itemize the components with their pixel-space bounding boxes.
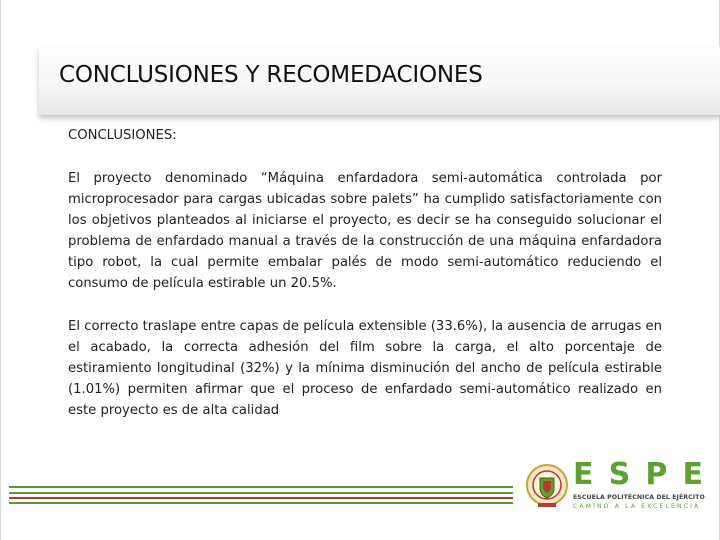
logo-letter: S — [608, 457, 631, 492]
slide-content — [68, 125, 662, 421]
paragraph-1: El proyecto denominado “Máquina enfardadora semi-automática controlada por microprocesador para cargas ubicadas sobre palets” ha cumplido satisfactoriamente con los objetivos planteados al iniciarse el proyecto, es decir se ha conseguido solucionar el problema de enfardado manual a través de la construcción de una máquina enfardadora tipo robot, la cual permite embalar palés de modo semi-automático reduciendo el consumo de película estirable un 20.5%. — [68, 171, 662, 291]
logo-letter: E — [682, 457, 703, 492]
logo-letter: E — [573, 457, 594, 492]
espe-shield-icon — [525, 461, 569, 511]
institution-name: ESCUELA POLITÉCNICA DEL EJÉRCITO — [573, 494, 705, 501]
institution-motto: CAMINO A LA EXCELENCIA — [573, 503, 701, 510]
footer-line-green-2 — [9, 492, 513, 494]
section-heading: CONCLUSIONES: — [68, 128, 177, 143]
logo-letter: P — [645, 457, 668, 492]
footer-line-green-3 — [9, 502, 513, 504]
paragraph-2: El correcto traslape entre capas de película extensible (33.6%), la ausencia de arrugas en el acabado, la correcta adhesión del film sobre la carga, el alto porcentaje de estiramiento longitudinal (32%) y la mínima disminución del ancho de película estirable (1.01%) permiten afirmar que el proceso de enfardado semi-automático realizado en este proyecto es de alta calidad — [68, 319, 662, 418]
espe-logo-letters — [573, 458, 703, 492]
slide-title: CONCLUSIONES Y RECOMEDACIONES — [59, 62, 483, 88]
footer-line-green-1 — [9, 486, 513, 488]
footer-line-red — [9, 497, 513, 499]
